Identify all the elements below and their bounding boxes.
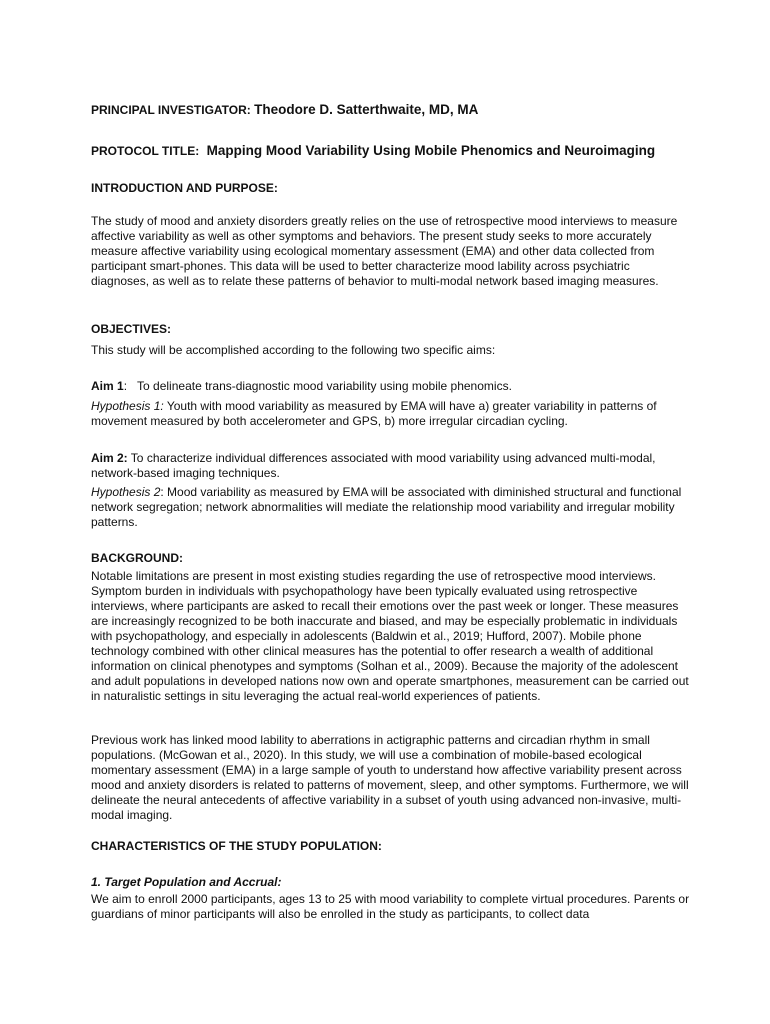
objectives-intro: This study will be accomplished according to the following two specific aims:	[91, 343, 496, 357]
aim-1-colon: :	[123, 379, 128, 393]
hypothesis-2-label: Hypothesis 2	[91, 485, 161, 499]
intro-heading: INTRODUCTION AND PURPOSE:	[91, 181, 278, 195]
aim-2	[91, 451, 691, 481]
objectives-heading: OBJECTIVES:	[91, 322, 172, 336]
pi-name: Theodore D. Satterthwaite, MD, MA	[254, 102, 479, 117]
intro-body: The study of mood and anxiety disorders greatly relies on the use of retrospective mood interviews to measure affective variability as well as other symptoms and behaviors. The present study seeks to more accurately measure affective variability using ecological momentary assessment (EMA) and other data collected from participant smart-phones. This data will be used to better characterize mood lability across psychiatric diagnoses, as well as to relate these patterns of behavior to multi-modal network based imaging measures.	[91, 214, 678, 288]
aim-1	[91, 379, 691, 394]
hypothesis-1-text: Youth with mood variability as measured by EMA will have a) greater variability in patterns of movement measured by both accelerometer and GPS, b) more irregular circadian cycling.	[91, 399, 657, 428]
pi-label: PRINCIPAL INVESTIGATOR:	[91, 103, 251, 117]
hypothesis-1	[91, 399, 691, 429]
background-para-2: Previous work has linked mood lability to aberrations in actigraphic patterns and circadian rhythm in small populations. (McGowan et al., 2020). In this study, we will use a combination of mobile-based ecological momentary assessment (EMA) in a large sample of youth to understand how affective variability present across mood and anxiety disorders is related to patterns of movement, sleep, and other symptoms. Furthermore, we will delineate the neural antecedents of affective variability in a subset of youth using advanced non-invasive, multi-modal imaging.	[91, 733, 689, 822]
pi-line	[91, 102, 691, 118]
protocol-title: Mapping Mood Variability Using Mobile Phenomics and Neuroimaging	[206, 143, 656, 158]
protocol-line	[91, 143, 691, 159]
aim-1-text: To delineate trans-diagnostic mood variability using mobile phenomics.	[137, 379, 512, 393]
hypothesis-2	[91, 485, 691, 530]
population-body: We aim to enroll 2000 participants, ages 13 to 25 with mood variability to complete virtual procedures. Parents or guardians of minor participants will also be enrolled in the study as participants, to collect data	[91, 892, 690, 921]
background-para-1: Notable limitations are present in most existing studies regarding the use of retrospective mood interviews. Symptom burden in individuals with psychopathology have been typically evaluated using retrospective interviews, where participants are asked to recall their emotions over the past week or longer. These measures are increasingly recognized to be both inaccurate and biased, and may be especially problematic in individuals with psychopathology, and especially in adolescents (Baldwin et al., 2019; Hufford, 2007). Mobile phone technology combined with other clinical measures has the potential to offer research a wealth of additional information on clinical phenotypes and symptoms (Solhan et al., 2009). Because the majority of the adolescent and adult populations in developed nations now own and operate smartphones, measurement can be carried out in naturalistic settings in situ leveraging the actual real-world experiences of patients.	[91, 569, 689, 703]
population-subheading: 1. Target Population and Accrual:	[91, 875, 282, 889]
aim-2-text: To characterize individual differences associated with mood variability using advanced multi-modal, network-based imaging techniques.	[91, 451, 656, 480]
hypothesis-1-label: Hypothesis 1:	[91, 399, 164, 413]
hypothesis-2-text: : Mood variability as measured by EMA will be associated with diminished structural and functional network segregation; network abnormalities will mediate the relationship mood variability and irregular mobility patterns.	[91, 485, 682, 529]
aim-1-label: Aim 1	[91, 379, 124, 393]
population-heading: CHARACTERISTICS OF THE STUDY POPULATION:	[91, 839, 382, 853]
aim-2-label: Aim 2:	[91, 451, 128, 465]
protocol-label: PROTOCOL TITLE:	[91, 144, 200, 158]
background-heading: BACKGROUND:	[91, 551, 183, 565]
